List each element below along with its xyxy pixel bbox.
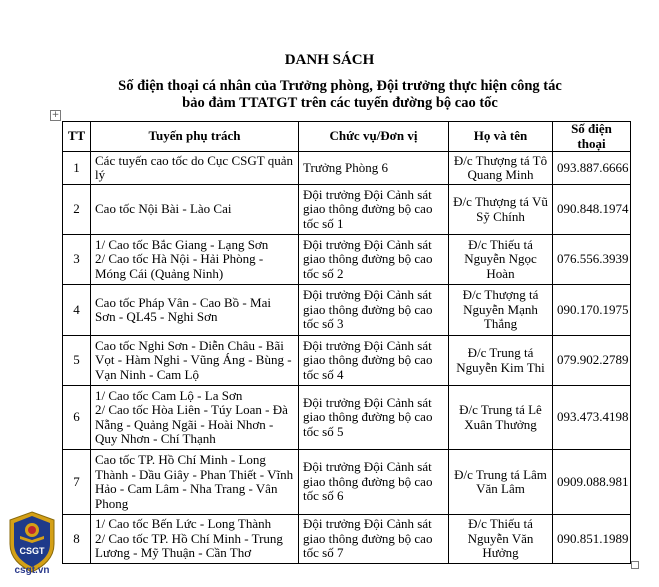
- row-route: Các tuyến cao tốc do Cục CSGT quản lý: [91, 152, 299, 185]
- row-name: Đ/c Trung tá Nguyễn Kim Thi: [449, 336, 553, 386]
- row-tt: 4: [63, 285, 91, 336]
- table-move-handle[interactable]: +: [51, 110, 60, 120]
- row-name: Đ/c Trung tá Lê Xuân Thưởng: [449, 386, 553, 450]
- phone-directory-table: [62, 121, 631, 564]
- header-position: Chức vụ/Đơn vị: [299, 122, 449, 152]
- row-tt: 6: [63, 386, 91, 450]
- header-tt: TT: [63, 122, 91, 152]
- row-name: Đ/c Thượng tá Vũ Sỹ Chính: [449, 185, 553, 235]
- document-subtitle: [40, 78, 640, 112]
- row-route: Cao tốc TP. Hồ Chí Minh - Long Thành - Dầu Giây - Phan Thiết - Vĩnh Hảo - Cam Lâm - Nha Trang - Vân Phong: [91, 450, 299, 515]
- header-name: Họ và tên: [449, 122, 553, 152]
- row-tt: 5: [63, 336, 91, 386]
- row-tt: 8: [63, 515, 91, 564]
- table-row: [63, 285, 631, 336]
- row-position: Đội trưởng Đội Cảnh sát giao thông đường bộ cao tốc số 4: [299, 336, 449, 386]
- row-tt: 2: [63, 185, 91, 235]
- table-resize-handle[interactable]: [631, 561, 639, 569]
- row-name: Đ/c Thượng tá Nguyễn Mạnh Thắng: [449, 285, 553, 336]
- table-row: [63, 185, 631, 235]
- row-phone: 093.473.4198: [553, 386, 631, 450]
- badge-text: CSGT: [19, 546, 45, 556]
- table-row: [63, 386, 631, 450]
- table-row: [63, 235, 631, 285]
- header-phone: Số điện thoại: [553, 122, 631, 152]
- row-phone: 079.902.2789: [553, 336, 631, 386]
- row-phone: 0909.088.981: [553, 450, 631, 515]
- subtitle-line-1: Số điện thoại cá nhân của Trưởng phòng, Đội trưởng thực hiện công tác: [118, 78, 562, 94]
- row-phone: 093.887.6666: [553, 152, 631, 185]
- row-name: Đ/c Thượng tá Tô Quang Minh: [449, 152, 553, 185]
- row-route: Cao tốc Nghi Sơn - Diễn Châu - Bãi Vọt - Hàm Nghi - Vũng Áng - Bùng - Vạn Ninh - Cam Lộ: [91, 336, 299, 386]
- row-phone: 090.848.1974: [553, 185, 631, 235]
- row-position: Trưởng Phòng 6: [299, 152, 449, 185]
- row-name: Đ/c Thiếu tá Nguyễn Văn Hưởng: [449, 515, 553, 564]
- table-header-row: [63, 122, 631, 152]
- row-tt: 3: [63, 235, 91, 285]
- row-route: Cao tốc Nội Bài - Lào Cai: [91, 185, 299, 235]
- table-row: [63, 152, 631, 185]
- row-position: Đội trưởng Đội Cảnh sát giao thông đường bộ cao tốc số 1: [299, 185, 449, 235]
- row-phone: 090.851.1989: [553, 515, 631, 564]
- header-route: Tuyến phụ trách: [91, 122, 299, 152]
- row-position: Đội trưởng Đội Cảnh sát giao thông đường bộ cao tốc số 2: [299, 235, 449, 285]
- row-route: 1/ Cao tốc Bến Lức - Long Thành 2/ Cao tốc TP. Hồ Chí Minh - Trung Lương - Mỹ Thuận - Cần Thơ: [91, 515, 299, 564]
- row-route: 1/ Cao tốc Cam Lộ - La Sơn 2/ Cao tốc Hòa Liên - Túy Loan - Đà Nẵng - Quảng Ngãi - Hoài Nhơn - Quy Nhơn - Chí Thạnh: [91, 386, 299, 450]
- table-row: [63, 336, 631, 386]
- row-position: Đội trưởng Đội Cảnh sát giao thông đường bộ cao tốc số 6: [299, 450, 449, 515]
- document-title: DANH SÁCH: [284, 52, 375, 68]
- row-name: Đ/c Trung tá Lâm Văn Lâm: [449, 450, 553, 515]
- table-row: [63, 515, 631, 564]
- row-name: Đ/c Thiếu tá Nguyễn Ngọc Hoàn: [449, 235, 553, 285]
- row-route: Cao tốc Pháp Vân - Cao Bồ - Mai Sơn - QL45 - Nghi Sơn: [91, 285, 299, 336]
- row-tt: 7: [63, 450, 91, 515]
- table-row: [63, 450, 631, 515]
- site-watermark: csgt.vn: [14, 565, 50, 576]
- subtitle-line-2: bảo đảm TTATGT trên các tuyến đường bộ cao tốc: [182, 95, 498, 111]
- row-position: Đội trưởng Đội Cảnh sát giao thông đường bộ cao tốc số 7: [299, 515, 449, 564]
- row-position: Đội trưởng Đội Cảnh sát giao thông đường bộ cao tốc số 3: [299, 285, 449, 336]
- row-phone: 090.170.1975: [553, 285, 631, 336]
- row-route: 1/ Cao tốc Bắc Giang - Lạng Sơn 2/ Cao tốc Hà Nội - Hải Phòng - Móng Cái (Quảng Ninh): [91, 235, 299, 285]
- row-position: Đội trưởng Đội Cảnh sát giao thông đường bộ cao tốc số 5: [299, 386, 449, 450]
- row-phone: 076.556.3939: [553, 235, 631, 285]
- row-tt: 1: [63, 152, 91, 185]
